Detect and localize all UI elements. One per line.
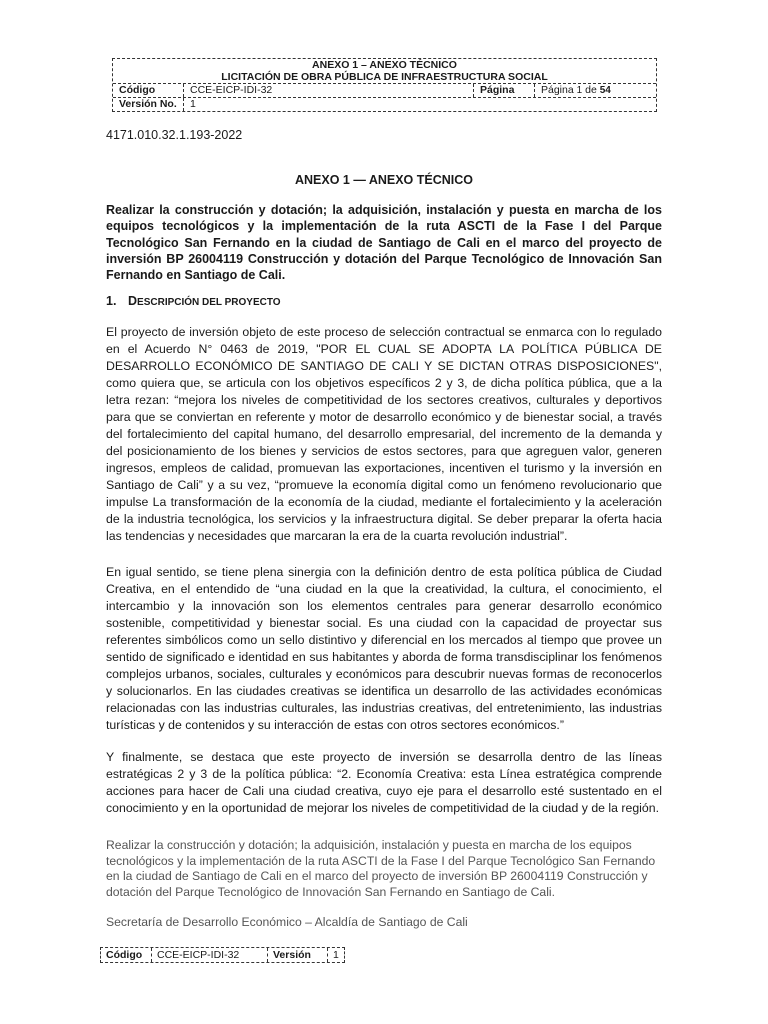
header-page-value: [534, 84, 656, 97]
header-title-line2: LICITACIÓN DE OBRA PÚBLICA DE INFRAESTRUCTURA SOCIAL: [221, 71, 548, 83]
footer-project-summary: Realizar la construcción y dotación; la adquisición, instalación y puesta en marcha de los equipos tecnológicos y la implementación de la ruta ASCTI de la Fase I del Parque Tecnológico San Fernando en la ciudad de Santiago de Cali en el marco del proyecto de inversión BP 26004119 Construcción y dotación del Parque Tecnológico de Innovación San Fernando en Santiago de Cali.: [106, 838, 656, 899]
body-paragraph: El proyecto de inversión objeto de este proceso de selección contractual se enmarca con lo regulado en el Acuerdo N° 0463 de 2019, "POR EL CUAL SE ADOPTA LA POLÍTICA PÚBLICA DE DESARROLLO ECONÓMICO DE SANTIAGO DE CALI Y SE DICTAN OTRAS DISPOSICIONES", como quiera que, se articula con los objetivos específicos 2 y 3, de dicha política pública, que a la letra rezan: “mejora los niveles de competitividad de los sectores creativos, culturales y deportivos para que se conviertan en referente y motor de desarrollo económico y de bienestar social, a través del fortalecimiento del capital humano, del desarrollo empresarial, del incremento de la demanda y del posicionamiento de los bienes y servicios de estos sectores, para que agreguen valor, generen ingresos, empleos de calidad, promuevan las exportaciones, incentiven el turismo y la inversión en Santiago de Cali” y a su vez, “promueve la economía digital como un fenómeno revolucionario que impulse La transformación de la economía de la ciudad, mediante el fortalecimiento y la aceleración de la industria tecnológica, los servicios y la infraestructura digital. Se deber preparar la oferta hacia las tendencias y necesidades que marcaran la era de la cuarta revolución industrial”.: [106, 325, 662, 543]
body-paragraph: En igual sentido, se tiene plena sinergia con la definición dentro de esta política pública de Ciudad Creativa, en el entendido de “una ciudad en la que la creatividad, la cultura, el conocimiento, el intercambio y la innovación son los elementos centrales para generar desarrollo económico sostenible, competitividad y bienestar social. Es una ciudad con la capacidad de proyectar sus referentes simbólicos como un sello distintivo y diferencial en los mercados al tiempo que provee un sentido de significado e identidad en sus habitantes y aborda de forma transdisciplinar los fenómenos complejos urbanos, sociales, culturales y económicos para descubrir nuevas formas de reconocerlos y solucionarlos. En las ciudades creativas se identifica un desarrollo de las actividades económicas relacionadas con las industrias culturales, las industrias creativas, del entretenimiento, las industrias turísticas y de contenidos y su interacción de estas con otros sectores económicos.”: [106, 565, 662, 732]
footer-code-table: [100, 947, 345, 963]
header-version-value: 1: [183, 98, 656, 111]
header-page-text: Página: [541, 84, 574, 96]
document-header-table: [112, 58, 657, 112]
header-title-row: [113, 59, 656, 83]
header-page-label: Página: [473, 84, 534, 97]
contract-object-statement: Realizar la construcción y dotación; la adquisición, instalación y puesta en marcha de los equipos tecnológicos y la implementación de la ruta ASCTI de la Fase I del Parque Tecnológico San Fernando en la ciudad de Santiago de Cali en el marco del proyecto de inversión BP 26004119 Construcción y dotación del Parque Tecnológico de Innovación San Fernando en Santiago de Cali.: [106, 203, 662, 283]
section-title-rest: ESCRIPCIÓN DEL PROYECTO: [137, 297, 281, 308]
reference-number: 4171.010.32.1.193-2022: [106, 128, 243, 142]
header-title-line1: ANEXO 1 – ANEXO TÉCNICO: [312, 59, 457, 71]
section-title-initial: D: [128, 294, 138, 308]
footer-organization: Secretaría de Desarrollo Económico – Alcaldía de Santiago de Cali: [106, 915, 468, 929]
header-page-current: 1: [576, 85, 583, 96]
header-page-of: de: [585, 84, 597, 96]
footer-version-value: 1: [327, 948, 344, 962]
header-code-row: [113, 83, 656, 97]
body-paragraph: Y finalmente, se destaca que este proyecto de inversión se desarrolla dentro de las líneas estratégicas 2 y 3 de la política pública: “2. Economía Creativa: esta Línea estratégica comprende acciones para hacer de Cali una ciudad creativa, cuyo eje para el desarrollo esté sustentado en el conocimiento y en la oportunidad de mejorar los niveles de competitividad de la ciudad y de la región.: [106, 750, 662, 815]
section-number: 1.: [106, 294, 117, 308]
header-code-label: Código: [119, 84, 156, 96]
header-code-value: CCE-EICP-IDI-32: [183, 84, 473, 97]
annex-title: ANEXO 1 — ANEXO TÉCNICO: [294, 173, 474, 187]
header-page-total: 54: [599, 85, 611, 96]
header-version-label: Versión No.: [119, 98, 177, 110]
section-heading: [106, 294, 281, 308]
footer-code-value: CCE-EICP-IDI-32: [151, 948, 267, 962]
header-version-row: [113, 97, 656, 111]
footer-version-label: Versión: [267, 948, 327, 962]
footer-code-label: Código: [106, 949, 143, 961]
